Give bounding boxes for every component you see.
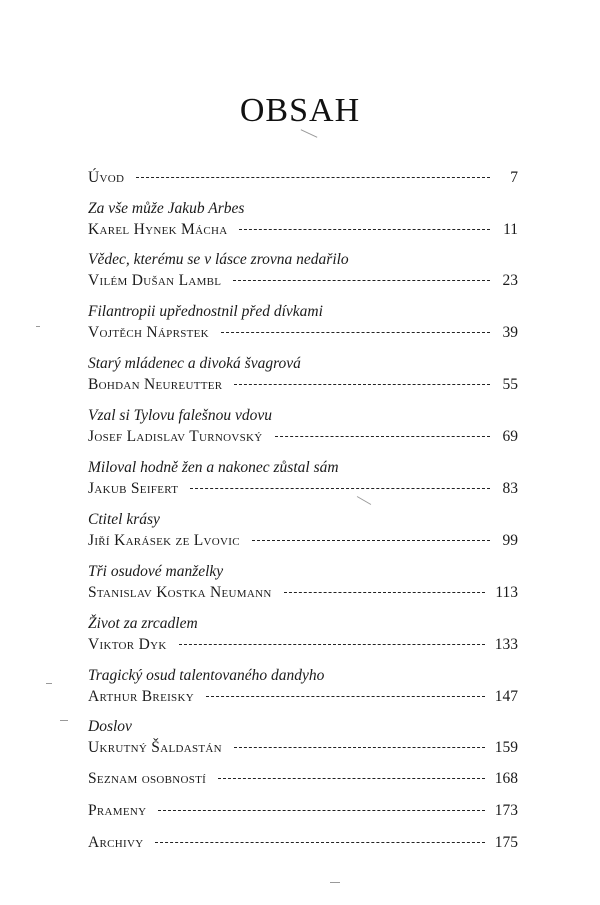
- toc-entry-name: Arthur Breisky: [88, 688, 194, 705]
- toc-page-number: 147: [494, 688, 518, 705]
- dot-leader: [179, 643, 485, 645]
- dot-leader: [136, 176, 490, 178]
- dot-leader: [218, 777, 485, 779]
- toc-line: [88, 427, 518, 449]
- toc-entry-name: Vojtěch Náprstek: [88, 324, 209, 341]
- scan-speck: [301, 129, 318, 138]
- toc-page-number: 69: [502, 428, 518, 445]
- toc-entry-name: Prameny: [88, 802, 147, 819]
- toc-entry-name: Viktor Dyk: [88, 636, 167, 653]
- dot-leader: [233, 279, 490, 281]
- toc-entry-subtitle: Ctitel krásy: [88, 511, 160, 528]
- toc-page-number: 39: [502, 324, 518, 341]
- toc-page-number: 55: [502, 376, 518, 393]
- toc-entry: [88, 563, 518, 605]
- toc-entry: [88, 200, 518, 242]
- scan-speck: [330, 882, 340, 883]
- toc-entry: [88, 769, 518, 791]
- toc-entry-name: Josef Ladislav Turnovský: [88, 428, 263, 445]
- toc-entry-name: Archivy: [88, 834, 144, 851]
- toc-page-number: 173: [494, 802, 518, 819]
- dot-leader: [190, 487, 490, 489]
- toc-line: [88, 635, 518, 657]
- dot-leader: [275, 435, 490, 437]
- toc-entry: [88, 718, 518, 760]
- toc-entry-name: Jiří Karásek ze Lvovic: [88, 532, 240, 549]
- page-title: OBSAH: [239, 92, 361, 129]
- toc-line: [88, 220, 518, 242]
- toc-entry-subtitle: Vědec, kterému se v lásce zrovna nedařilo: [88, 251, 349, 268]
- toc-line: [88, 738, 518, 760]
- toc-line: [88, 531, 518, 553]
- toc-page-number: 7: [510, 169, 518, 186]
- toc-entry: [88, 355, 518, 397]
- toc-entry-name: Seznam osobností: [88, 770, 207, 787]
- toc-entry-subtitle: Vzal si Tylovu falešnou vdovu: [88, 407, 272, 424]
- toc-entry-subtitle: Doslov: [88, 718, 132, 735]
- toc-line: [88, 271, 518, 293]
- toc-entry: [88, 251, 518, 293]
- toc-entry-subtitle: Miloval hodně žen a nakonec zůstal sám: [88, 459, 339, 476]
- toc-line: [88, 687, 518, 709]
- toc-line: [88, 375, 518, 397]
- toc-page-number: 159: [494, 739, 518, 756]
- toc-line: [88, 801, 518, 823]
- toc-entry-name: Bohdan Neureutter: [88, 376, 223, 393]
- toc-entry-name: Karel Hynek Mácha: [88, 221, 228, 238]
- toc-line: [88, 323, 518, 345]
- toc-entry-subtitle: Tragický osud talentovaného dandyho: [88, 667, 325, 684]
- dot-leader: [155, 841, 484, 843]
- toc-line: [88, 833, 518, 855]
- toc-entry: [88, 168, 518, 190]
- dot-leader: [221, 331, 490, 333]
- toc-page-number: 113: [495, 584, 518, 601]
- toc-line: [88, 769, 518, 791]
- dot-leader: [252, 539, 490, 541]
- toc-page-number: 23: [502, 272, 518, 289]
- toc-page-number: 133: [494, 636, 518, 653]
- scan-speck: [36, 326, 40, 327]
- dot-leader: [234, 746, 485, 748]
- toc-entry-name: Jakub Seifert: [88, 480, 179, 497]
- dot-leader: [234, 383, 490, 385]
- dot-leader: [206, 695, 485, 697]
- scan-speck: [60, 720, 68, 721]
- toc-line: [88, 168, 518, 190]
- toc-page-number: 99: [502, 532, 518, 549]
- toc-entry: [88, 801, 518, 823]
- toc-entry-subtitle: Filantropii upřednostnil před dívkami: [88, 303, 323, 320]
- toc-page-number: 175: [494, 834, 518, 851]
- toc-entry: [88, 833, 518, 855]
- toc-entry: [88, 511, 518, 553]
- toc-entry-subtitle: Tři osudové manželky: [88, 563, 224, 580]
- toc-page-number: 168: [494, 770, 518, 787]
- toc-entry-name: Úvod: [88, 169, 125, 186]
- toc-entry: [88, 459, 518, 501]
- toc-entry-subtitle: Starý mládenec a divoká švagrová: [88, 355, 301, 372]
- toc-line: [88, 583, 518, 605]
- toc-entry-name: Ukrutný Šaldastán: [88, 739, 222, 756]
- dot-leader: [239, 228, 490, 230]
- scan-speck: [46, 683, 52, 684]
- toc-entry-name: Vilém Dušan Lambl: [88, 272, 222, 289]
- toc-entry: [88, 303, 518, 345]
- toc-entry: [88, 667, 518, 709]
- toc-line: [88, 479, 518, 501]
- toc-entry-name: Stanislav Kostka Neumann: [88, 584, 272, 601]
- toc-entry-subtitle: Život za zrcadlem: [88, 615, 198, 632]
- toc-entry: [88, 615, 518, 657]
- toc-page-number: 11: [503, 221, 518, 238]
- dot-leader: [158, 809, 484, 811]
- toc-page-number: 83: [502, 480, 518, 497]
- toc-entry-subtitle: Za vše může Jakub Arbes: [88, 200, 245, 217]
- dot-leader: [284, 591, 486, 593]
- toc-entry: [88, 407, 518, 449]
